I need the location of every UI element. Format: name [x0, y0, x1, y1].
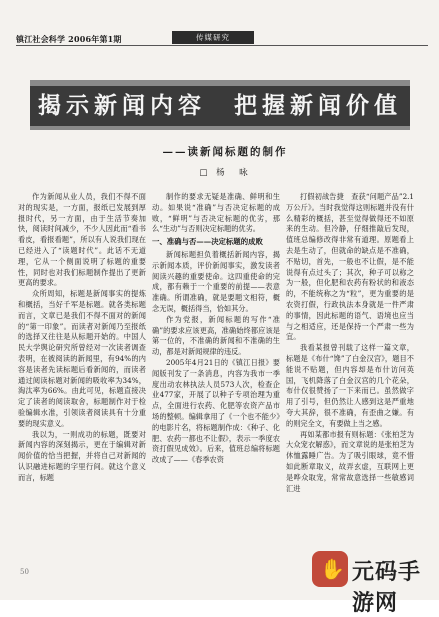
paragraph: 众所周知，标题是新闻事实的提炼和概括，当好千军是标题。就各类标题而言，文章已是我们不得不面对的新闻的“第一印象”。而读者对新闻乃至报纸的选择又往往是从标题开始的。中国人民大学舆论研究所曾经对一次读者调查表明，在被阅读的新闻里，有94%的内容是读者先读标题后看新闻的，而读者通过阅读标题对新闻的吸收率为34%，淘汰率为66%。由此可见，标题直接决定了读者的阅读取舍，标题制作对于检验编辑水准，引领读者阅读具有十分重要的现实意义。: [18, 289, 146, 428]
journal-header: 镇江社会科学 2006年第1期: [16, 34, 122, 44]
page-number: 50: [20, 568, 29, 576]
paragraph: 作为党报，新闻标题的写作“准确”的要求应该更高，准确始终都应该是第一位的，不准确的新闻和不准确的生动，都是对新闻规律的违反。: [152, 314, 280, 357]
paragraph: 打假初战告捷 查获“问题产品”2.1万公斤》。当时我觉得这则标题并没有什么精彩的概括，甚至觉得做得还不如原来的生动。但冷静，仔细推敲后发现，值班总编修改得非常有道理。原题看上去是生动了，但就命的缺点是不准确，不贴切，首先，一般也不让假，是不能说得有点过头了；其次，种子可以称之为一般，但化肥和农药有粉状的和液态的，不能统称之为“粒”，更为重要的是农资打假，行政执法本身就是一件严肃的事情，因此标题的语气、语境也应当与之相适应，还是保持一个严肃一些为宜。: [286, 192, 414, 342]
section-label: 传媒研究: [172, 31, 254, 44]
title-banner-bottom-stripe: [30, 126, 410, 130]
text-column-3: [286, 192, 414, 552]
article-subtitle: ——读新闻标题的制作: [162, 146, 288, 158]
watermark-text: 元码手游网: [352, 560, 422, 616]
paragraph: 2005年4月21日的《镇江日报》要闻版刊发了一条消息，内容为我市一季度出动农林执法人员573人次，检查企业477家，开展了以种子专项治理为重点，全面进行农药、化肥等农资产品市场的整顿。编辑拿用了《一个也不能少》的电影片名，将标题制作成：《种子、化肥、农药一都也不让假》，表示一季度农资打假见成效》。后来，值班总编将标题改成了——《春季农资: [152, 357, 280, 465]
paragraph: 作为新闻从业人员，我们不得不面对的现实是，一方面，报纸已发展到厚报时代，另一方面，由于生活节奏加快，阅读时间减少，不少人因此而“看书看皮，看报看题”，所以有人说我们现在已经进入了“读题时代”。此话不无道理，它从一个侧面说明了标题的重要性，同时也对我们标题制作提出了更新更高的要求。: [18, 192, 146, 288]
hand-swipe-icon: ✋: [312, 551, 348, 587]
paragraph: 我看某报曾刊载了这样一篇文章，标题是《布什“馋”了白金汉宫》，题目不能说不贴题，但内容却是布什访问英国，飞机降落了白金汉宫的几个花朵，布什仅很赞扬了一下来而已。虽然做字用了引号，但仍然让人感到这是严重地夸大其辞，很不准确，有歪曲之嫌。有的则完全文，有要做上当之感。: [286, 343, 414, 428]
paragraph: 我以为，一则成功的标题，既要对新闻内容的深刻揭示，更在于编辑对新闻价值的恰当把握，并将自己对新闻的认识融进标题的字里行间。就这个意义而言，标题: [18, 429, 146, 482]
header-rule: [16, 45, 428, 46]
text-column-1: [18, 192, 146, 572]
text-column-2: [152, 192, 280, 572]
site-watermark[interactable]: [312, 551, 432, 616]
paragraph: 制作的要求无疑是准确、鲜明和生动。如果说“准确”与否决定标题的成败，“鲜明”与否决定标题的优劣，那么“生动”与否则决定标题的优劣。: [152, 192, 280, 234]
article-author: □ 杨 咏: [199, 168, 251, 178]
paragraph: 再如某都市报有则标题：《张柏芝为大众宠衣解惑》，而文章说的是张柏芝为休恤露睡广告。为了吸引眼球，竟不惜如此断章取义，故弄玄虚，互联网上更是哗众取宠，常常故意选择一些敏感词汇进: [286, 429, 414, 493]
article-title: 揭示新闻内容 把握新闻价值: [38, 93, 402, 119]
section-heading: 一、准确与否——决定标题的成败: [152, 237, 263, 247]
paragraph: 新闻标题担负着概括新闻内容，揭示新闻本质，评价新闻事实，激发读者阅读兴趣的重要使命。这四重使命的完成，都有赖于一个重要的前提——表意准确。所谓准确，就是要题文相符，概念无误，概括得当，恰如其分。: [152, 249, 280, 313]
